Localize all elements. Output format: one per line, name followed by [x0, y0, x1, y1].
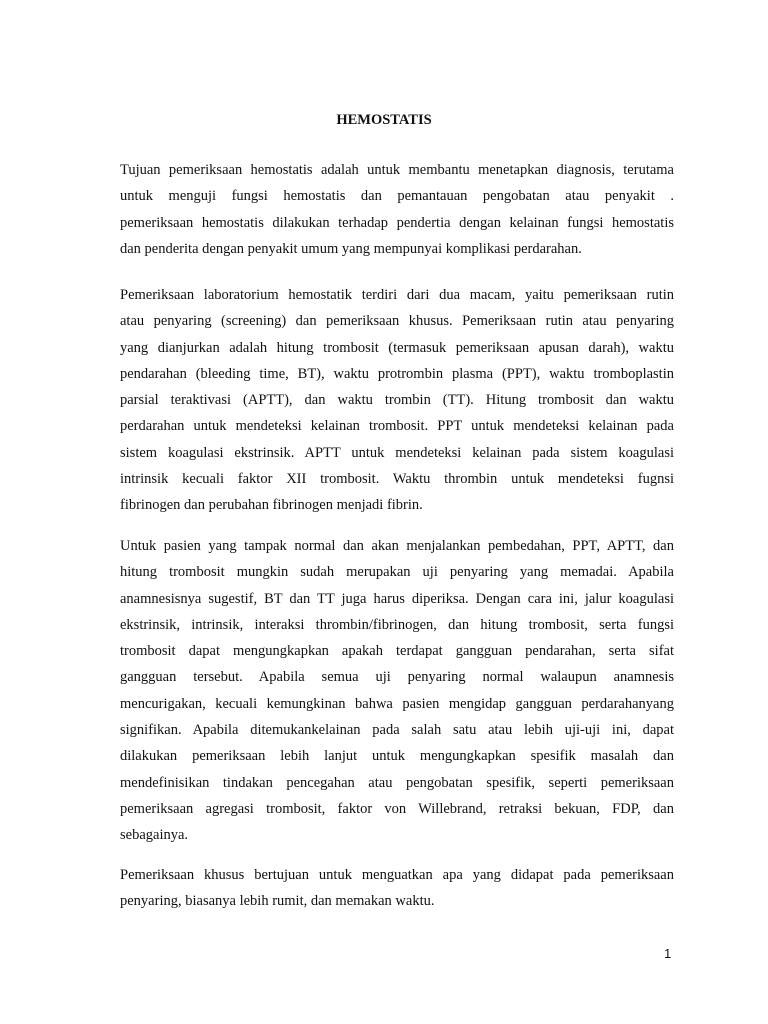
- paragraph-line: pemeriksaan hemostatis dilakukan terhadap pendertia dengan kelainan fungsi hemostatis: [120, 214, 674, 231]
- paragraph-line: Tujuan pemeriksaan hemostatis adalah untuk membantu menetapkan diagnosis, terutama: [120, 162, 674, 178]
- paragraph-line: atau penyaring (screening) dan pemeriksaan khusus. Pemeriksaan rutin atau penyaring: [120, 313, 674, 330]
- paragraph-line: penyaring, biasanya lebih rumit, dan memakan waktu.: [120, 893, 435, 910]
- paragraph-line: mendefinisikan tindakan pencegahan atau pengobatan spesifik, seperti pemeriksaan: [120, 774, 674, 791]
- paragraph-line: intrinsik kecuali faktor XII trombosit. Waktu thrombin untuk mendeteksi fugnsi: [120, 471, 674, 488]
- paragraph-laboratorium: [120, 282, 674, 519]
- paragraph-line: hitung trombosit mungkin sudah merupakan uji penyaring yang memadai. Apabila: [120, 564, 674, 581]
- paragraph-line: parsial teraktivasi (APTT), dan waktu trombin (TT). Hitung trombosit dan waktu: [120, 392, 674, 409]
- paragraph-pasien: [120, 533, 674, 849]
- paragraph-line: mencurigakan, kecuali kemungkinan bahwa pasien mengidap gangguan perdarahanyang: [120, 695, 674, 712]
- paragraph-line: pendarahan (bleeding time, BT), waktu protrombin plasma (PPT), waktu tromboplastin: [120, 365, 674, 382]
- paragraph-line: dilakukan pemeriksaan lebih lanjut untuk mengungkapkan spesifik masalah dan: [120, 748, 674, 765]
- paragraph-line: untuk menguji fungsi hemostatis dan pemantauan pengobatan atau penyakit .: [120, 188, 674, 205]
- paragraph-line: Untuk pasien yang tampak normal dan akan menjalankan pembedahan, PPT, APTT, dan: [120, 538, 674, 554]
- paragraph-tujuan: [120, 157, 674, 262]
- paragraph-line: gangguan tersebut. Apabila semua uji penyaring normal walaupun anamnesis: [120, 669, 674, 686]
- document-title: HEMOSTATIS: [336, 112, 432, 128]
- paragraph-line: trombosit dapat mengungkapkan apakah terdapat gangguan pendarahan, serta sifat: [120, 643, 674, 660]
- paragraph-line: signifikan. Apabila ditemukankelainan pada salah satu atau lebih uji-uji ini, dapat: [120, 722, 674, 739]
- paragraph-line: sebagainya.: [120, 827, 189, 844]
- paragraph-line: dan penderita dengan penyakit umum yang mempunyai komplikasi perdarahan.: [120, 240, 582, 257]
- paragraph-line: ekstrinsik, intrinsik, interaksi thrombin/fibrinogen, dan hitung trombosit, serta fungsi: [120, 616, 674, 633]
- paragraph-line: pemeriksaan agregasi trombosit, faktor von Willebrand, retraksi bekuan, FDP, dan: [120, 800, 674, 817]
- paragraph-line: anamnesisnya sugestif, BT dan TT juga harus diperiksa. Dengan cara ini, jalur koagulasi: [120, 590, 674, 607]
- paragraph-khusus: [120, 862, 674, 915]
- paragraph-line: perdarahan untuk mendeteksi kelainan trombosit. PPT untuk mendeteksi kelainan pada: [120, 418, 674, 435]
- paragraph-line: sistem koagulasi ekstrinsik. APTT untuk mendeteksi kelainan pada sistem koagulasi: [120, 444, 674, 461]
- page-number: 1: [664, 946, 672, 961]
- paragraph-line: yang dianjurkan adalah hitung trombosit (termasuk pemeriksaan apusan darah), waktu: [120, 339, 674, 356]
- paragraph-line: fibrinogen dan perubahan fibrinogen menjadi fibrin.: [120, 497, 423, 514]
- paragraph-line: Pemeriksaan laboratorium hemostatik terdiri dari dua macam, yaitu pemeriksaan rutin: [120, 287, 674, 303]
- paragraph-line: Pemeriksaan khusus bertujuan untuk menguatkan apa yang didapat pada pemeriksaan: [120, 867, 674, 883]
